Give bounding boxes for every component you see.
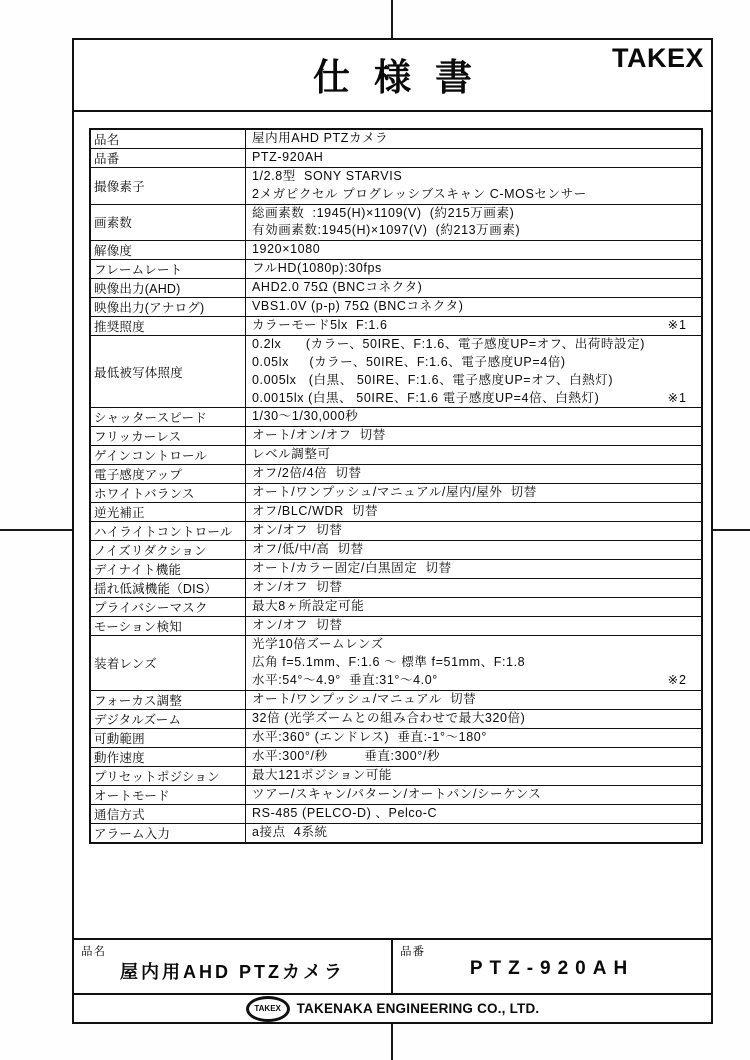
- spec-value-line: PTZ-920AH: [252, 150, 324, 165]
- spec-value: [246, 804, 703, 823]
- spec-row: [90, 766, 702, 785]
- footnote-mark: ※1: [667, 390, 687, 405]
- company-footer: [74, 993, 711, 1022]
- spec-label: 映像出力(AHD): [90, 279, 246, 298]
- spec-label: ゲインコントロール: [90, 446, 246, 465]
- spec-row: [90, 336, 702, 408]
- spec-value: [246, 709, 703, 728]
- spec-label: モーション検知: [90, 617, 246, 636]
- crop-mark-right: [712, 529, 750, 531]
- spec-value: [246, 560, 703, 579]
- spec-label: シャッタースピード: [90, 408, 246, 427]
- spec-label: フォーカス調整: [90, 690, 246, 709]
- spec-label: 最低被写体照度: [90, 336, 246, 408]
- spec-row: [90, 408, 702, 427]
- document-title: 仕様書: [313, 57, 496, 98]
- spec-row: [90, 484, 702, 503]
- spec-row: [90, 560, 702, 579]
- spec-value-line: 水平:300°/秒 垂直:300°/秒: [252, 748, 441, 763]
- spec-value: [246, 408, 703, 427]
- spec-label: ホワイトバランス: [90, 484, 246, 503]
- spec-value: [246, 785, 703, 804]
- spec-row: [90, 823, 702, 843]
- spec-value-line: 最大121ポジション可能: [252, 767, 392, 782]
- spec-label: 通信方式: [90, 804, 246, 823]
- spec-value: [246, 823, 703, 843]
- spec-value-line: 総画素数 :1945(H)×1109(V) (約215万画素): [252, 205, 515, 220]
- spec-value-line: 水平:360° (エンドレス) 垂直:-1°～180°: [252, 729, 487, 744]
- spec-row: [90, 241, 702, 260]
- spec-row: [90, 204, 702, 241]
- spec-label: 逆光補正: [90, 503, 246, 522]
- spec-label: 装着レンズ: [90, 636, 246, 690]
- spec-row: [90, 427, 702, 446]
- spec-value: [246, 598, 703, 617]
- spec-value: [246, 427, 703, 446]
- spec-value-line: AHD2.0 75Ω (BNCコネクタ): [252, 280, 423, 295]
- product-name-cell: [74, 940, 393, 993]
- spec-label: ノイズリダクション: [90, 541, 246, 560]
- product-name-value: 屋内用AHD PTZカメラ: [120, 962, 345, 982]
- product-number-value: PTZ-920AH: [469, 958, 635, 979]
- spec-value-line: 1920×1080: [252, 242, 321, 257]
- spec-row: [90, 690, 702, 709]
- spec-row: [90, 598, 702, 617]
- spec-value: [246, 336, 703, 408]
- spec-row: [90, 541, 702, 560]
- takex-oval-logo-icon: TAKEX: [246, 996, 290, 1022]
- document-body: [74, 112, 711, 938]
- spec-value: [246, 168, 703, 205]
- spec-row: [90, 446, 702, 465]
- spec-value: [246, 503, 703, 522]
- spec-label: デイナイト機能: [90, 560, 246, 579]
- spec-value-line: オン/オフ 切替: [252, 618, 343, 633]
- spec-value: [246, 766, 703, 785]
- spec-row: [90, 579, 702, 598]
- spec-value-line: 光学10倍ズームレンズ: [252, 637, 384, 652]
- spec-label: 動作速度: [90, 747, 246, 766]
- spec-value-line: ツアー/スキャン/パターン/オートパン/シーケンス: [252, 786, 542, 801]
- spec-row: [90, 636, 702, 690]
- spec-value: [246, 522, 703, 541]
- spec-value-line: オン/オフ 切替: [252, 580, 343, 595]
- spec-value-line: フルHD(1080p):30fps: [252, 261, 382, 276]
- spec-value-line: 1/30～1/30,000秒: [252, 409, 359, 424]
- spec-row: [90, 785, 702, 804]
- spec-row: [90, 709, 702, 728]
- spec-value-line: オフ/BLC/WDR 切替: [252, 504, 379, 519]
- spec-value-line: 1/2.8型 SONY STARVIS: [252, 169, 403, 183]
- spec-value: [246, 465, 703, 484]
- spec-value: [246, 446, 703, 465]
- spec-label: 解像度: [90, 241, 246, 260]
- spec-value: [246, 617, 703, 636]
- spec-value-line: 最大8ヶ所設定可能: [252, 599, 365, 614]
- spec-value: [246, 129, 703, 149]
- spec-value-line: 水平:54°～4.9° 垂直:31°～4.0° ※2: [252, 672, 695, 690]
- spec-row: [90, 317, 702, 336]
- brand-wordmark: TAKEX: [611, 43, 704, 73]
- product-number-label: 品番: [400, 946, 425, 958]
- spec-value: [246, 149, 703, 168]
- spec-label: 映像出力(アナログ): [90, 298, 246, 317]
- spec-label: フリッカーレス: [90, 427, 246, 446]
- spec-value-line: 0.005lx (白黒、 50IRE、F:1.6、電子感度UP=オフ、白熱灯): [252, 372, 614, 387]
- spec-value: [246, 241, 703, 260]
- spec-value-line: 32倍 (光学ズームとの組み合わせで最大320倍): [252, 710, 526, 725]
- product-id-row: [74, 938, 711, 993]
- spec-label: アラーム入力: [90, 823, 246, 843]
- company-name: TAKENAKA ENGINEERING CO., LTD.: [296, 1001, 540, 1016]
- spec-row: [90, 804, 702, 823]
- spec-row: [90, 747, 702, 766]
- spec-label: デジタルズーム: [90, 709, 246, 728]
- spec-value-line: オフ/2倍/4倍 切替: [252, 466, 362, 481]
- spec-value: [246, 204, 703, 241]
- spec-label: 揺れ低減機能（DIS）: [90, 579, 246, 598]
- spec-value: [246, 317, 703, 336]
- spec-label: ハイライトコントロール: [90, 522, 246, 541]
- spec-label: 画素数: [90, 204, 246, 241]
- spec-value: [246, 636, 703, 690]
- spec-row: [90, 149, 702, 168]
- spec-value: [246, 298, 703, 317]
- spec-label: 品名: [90, 129, 246, 149]
- spec-value-line: VBS1.0V (p-p) 75Ω (BNCコネクタ): [252, 299, 464, 314]
- spec-row: [90, 503, 702, 522]
- spec-value-line: レベル調整可: [252, 447, 331, 462]
- spec-row: [90, 617, 702, 636]
- spec-row: [90, 260, 702, 279]
- crop-mark-bottom: [391, 1024, 393, 1060]
- crop-mark-top: [391, 0, 393, 38]
- spec-row: [90, 522, 702, 541]
- spec-table-body: [90, 129, 702, 843]
- spec-value-line: 有効画素数:1945(H)×1097(V) (約213万画素): [252, 223, 521, 238]
- spec-value-line: 広角 f=5.1mm、F:1.6 ～ 標準 f=51mm、F:1.8: [252, 655, 526, 670]
- spec-value: [246, 541, 703, 560]
- spec-table: [89, 128, 703, 844]
- footnote-mark: ※2: [667, 672, 687, 687]
- spec-value: [246, 579, 703, 598]
- spec-value-line: RS-485 (PELCO-D) 、Pelco-C: [252, 805, 438, 820]
- spec-value: [246, 279, 703, 298]
- spec-value-line: 屋内用AHD PTZカメラ: [252, 131, 389, 146]
- spec-row: [90, 129, 702, 149]
- spec-label: 推奨照度: [90, 317, 246, 336]
- spec-label: 電子感度アップ: [90, 465, 246, 484]
- spec-value-line: 0.0015lx (白黒、 50IRE、F:1.6 電子感度UP=4倍、白熱灯) ※1: [252, 390, 695, 408]
- spec-value: [246, 690, 703, 709]
- spec-value: [246, 260, 703, 279]
- spec-value-line: オフ/低/中/高 切替: [252, 542, 364, 557]
- spec-value-line: オート/カラー固定/白黒固定 切替: [252, 561, 452, 576]
- spec-row: [90, 168, 702, 205]
- spec-row: [90, 298, 702, 317]
- spec-label: 撮像素子: [90, 168, 246, 205]
- spec-row: [90, 465, 702, 484]
- spec-label: プリセットポジション: [90, 766, 246, 785]
- spec-value-line: オート/オン/オフ 切替: [252, 428, 386, 443]
- spec-row: [90, 279, 702, 298]
- crop-mark-left: [0, 529, 73, 531]
- spec-row: [90, 728, 702, 747]
- spec-value-line: オート/ワンプッシュ/マニュアル/屋内/屋外 切替: [252, 485, 537, 500]
- spec-label: 可動範囲: [90, 728, 246, 747]
- spec-value-line: オン/オフ 切替: [252, 523, 343, 538]
- spec-value-line: 0.2lx (カラー、50IRE、F:1.6、電子感度UP=オフ、出荷時設定): [252, 337, 645, 352]
- product-number-cell: [393, 940, 711, 993]
- spec-value-line: オート/ワンプッシュ/マニュアル 切替: [252, 691, 477, 706]
- spec-value: [246, 484, 703, 503]
- product-name-label: 品名: [81, 946, 106, 958]
- spec-value-line: 0.05lx (カラー、50IRE、F:1.6、電子感度UP=4倍): [252, 354, 566, 369]
- spec-value-line: 2メガピクセル プログレッシブスキャン C-MOSセンサー: [252, 186, 587, 201]
- document-frame: [72, 38, 713, 1024]
- spec-label: プライバシーマスク: [90, 598, 246, 617]
- spec-value-line: カラーモード5lx F:1.6 ※1: [252, 317, 695, 335]
- spec-label: オートモード: [90, 785, 246, 804]
- spec-label: 品番: [90, 149, 246, 168]
- document-header: [74, 40, 711, 112]
- spec-value-line: a接点 4系統: [252, 824, 328, 839]
- footnote-mark: ※1: [667, 318, 687, 333]
- spec-value: [246, 747, 703, 766]
- spec-label: フレームレート: [90, 260, 246, 279]
- spec-value: [246, 728, 703, 747]
